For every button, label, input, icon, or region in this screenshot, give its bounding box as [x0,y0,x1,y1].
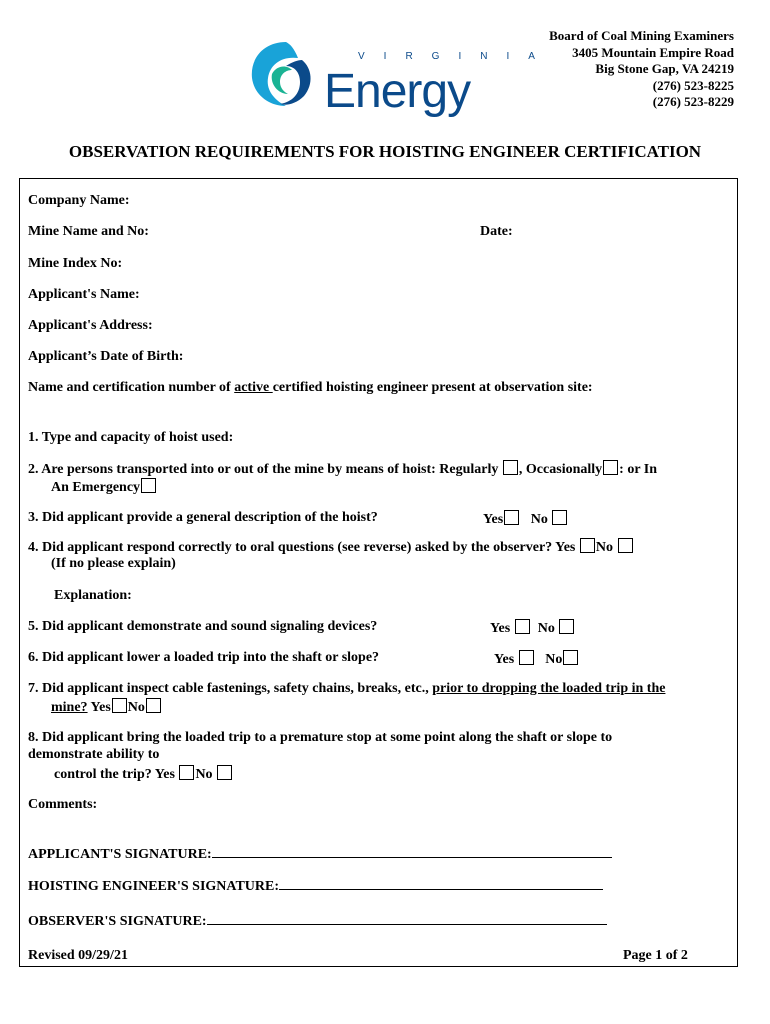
address-line: 3405 Mountain Empire Road [572,44,734,60]
question-2-text: An Emergency [51,480,141,495]
observer-signature-line[interactable] [207,912,607,925]
q4-yes-checkbox[interactable] [580,538,595,553]
certification-label [28,380,593,396]
yes-label: Yes [483,512,504,527]
no-label: No [537,621,555,636]
logo-name-text: Energy [324,65,471,118]
q6-yes-checkbox[interactable] [519,650,534,665]
address-line: (276) 523-8229 [652,94,734,109]
q3-yes-checkbox[interactable] [504,510,519,525]
hoisting-signature [28,877,603,895]
question-4 [28,538,634,556]
cert-text: Name and certification number of [28,380,235,395]
yes-label: Yes [494,652,515,667]
question-2-cont [51,478,157,496]
no-label: No [530,512,548,527]
address-line: Board of Coal Mining Examiners [549,28,734,43]
q6-no-checkbox[interactable] [563,650,578,665]
applicant-address-label: Applicant's Address: [28,318,153,333]
page-title: OBSERVATION REQUIREMENTS FOR HOISTING ENGINEER CERTIFICATION [68,142,702,161]
yes-label: Yes [90,700,111,715]
occasionally-checkbox[interactable] [603,460,618,475]
applicant-signature [28,845,612,863]
question-4-text: 4. Did applicant respond correctly to oral questions (see reverse) asked by the observer? Yes [28,540,576,555]
question-2-text: , Occasionally [518,462,603,477]
cert-text: certified hoisting engineer present at observation site: [272,380,593,395]
no-label: No [595,540,613,555]
emergency-checkbox[interactable] [141,478,156,493]
cert-active-text: active [234,380,273,395]
logo-state-text: VIRGINIA [358,51,554,62]
date-label: Date: [480,224,513,239]
question-2 [28,460,657,478]
revised-date: Revised 09/29/21 [28,948,128,963]
question-7-text: 7. Did applicant inspect cable fastenings, safety chains, breaks, etc., [28,681,433,696]
question-6-answers [494,650,579,668]
question-7-underlined: mine? [51,700,88,715]
q7-no-checkbox[interactable] [146,698,161,713]
question-6: 6. Did applicant lower a loaded trip into the shaft or slope? [28,650,380,665]
hoisting-signature-line[interactable] [279,877,603,890]
comments-label: Comments: [28,797,98,812]
mine-index-label: Mine Index No: [28,256,123,271]
question-1: 1. Type and capacity of hoist used: [28,430,234,445]
address-line: Big Stone Gap, VA 24219 [595,61,734,76]
hoisting-signature-label: HOISTING ENGINEER'S SIGNATURE: [28,879,280,894]
applicant-signature-label: APPLICANT'S SIGNATURE: [28,847,212,862]
applicant-dob-label: Applicant’s Date of Birth: [28,349,184,364]
virginia-energy-logo [246,38,554,118]
question-7-cont [51,698,162,716]
question-8-cont: demonstrate ability to [28,747,160,762]
question-3: 3. Did applicant provide a general description of the hoist? [28,510,378,525]
question-4-cont: (If no please explain) [51,556,176,571]
observer-signature-label: OBSERVER'S SIGNATURE: [28,914,207,929]
no-label: No [127,700,145,715]
page-number: Page 1 of 2 [623,948,688,963]
mine-name-label: Mine Name and No: [28,224,149,239]
question-8-text: control the trip? Yes [54,767,175,782]
office-address [549,28,734,111]
explanation-label: Explanation: [54,588,132,603]
q5-yes-checkbox[interactable] [515,619,530,634]
question-8: 8. Did applicant bring the loaded trip to a premature stop at some point along the shaft or slope to [28,730,613,745]
regularly-checkbox[interactable] [503,460,518,475]
question-3-answers [483,510,568,528]
question-5-answers [490,619,575,637]
address-line: (276) 523-8225 [652,77,734,93]
applicant-signature-line[interactable] [212,845,612,858]
no-label: No [195,767,213,782]
question-5: 5. Did applicant demonstrate and sound signaling devices? [28,619,378,634]
yes-label: Yes [490,621,511,636]
q7-yes-checkbox[interactable] [112,698,127,713]
question-2-text: : or In [619,462,658,477]
question-2-text: 2. Are persons transported into or out of the mine by means of hoist: Regularly [28,462,499,477]
question-8-cont [54,765,233,783]
no-label: No [545,652,563,667]
q8-no-checkbox[interactable] [217,765,232,780]
question-7-underlined: prior to dropping the loaded trip in the [432,681,666,696]
q4-no-checkbox[interactable] [618,538,633,553]
question-7 [28,681,665,697]
company-name-label: Company Name: [28,193,130,208]
applicant-name-label: Applicant's Name: [28,287,140,302]
q5-no-checkbox[interactable] [559,619,574,634]
q8-yes-checkbox[interactable] [179,765,194,780]
q3-no-checkbox[interactable] [552,510,567,525]
observer-signature [28,912,607,930]
logo-swirl-icon [246,38,326,110]
